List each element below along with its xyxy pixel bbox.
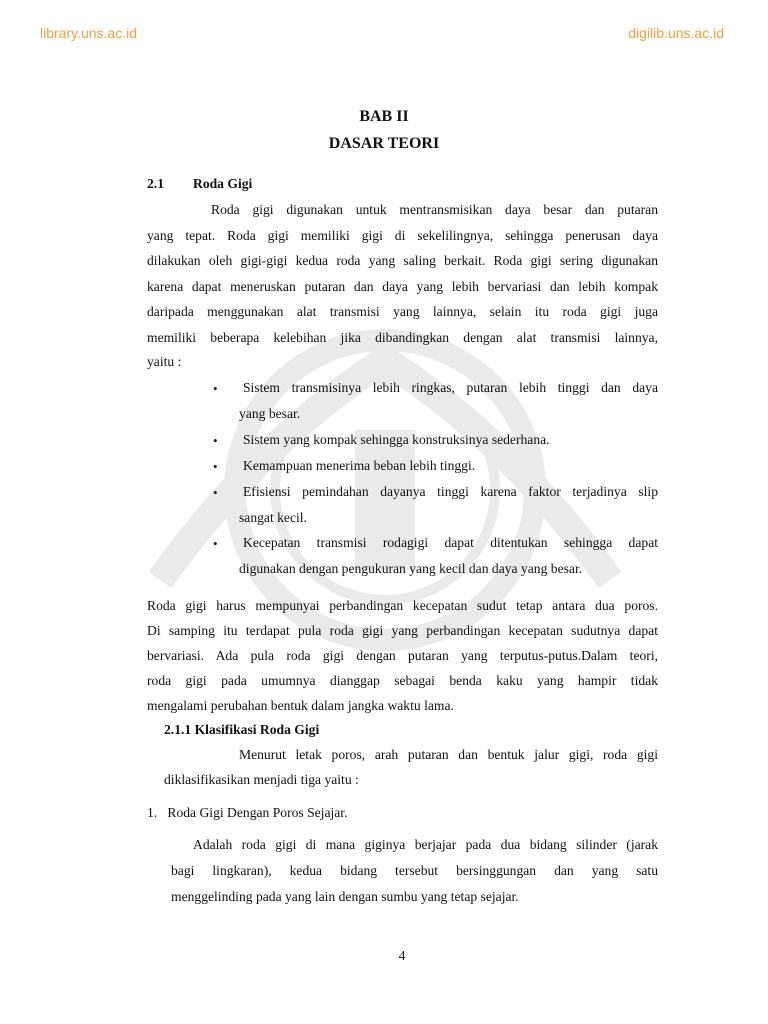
para4-line: bagi lingkaran), kedua bidang tersebut bersinggungan dan yang satu [171,863,658,878]
bullet-icon: • [213,459,218,474]
page-number: 4 [398,948,406,963]
para3-line: diklasifikasikan menjadi tiga yaitu : [164,772,359,787]
para1-line: dilakukan oleh gigi-gigi kedua roda yang saling berkait. Roda gigi sering digunakan [147,253,658,268]
header-right-link[interactable]: digilib.uns.ac.id [628,25,724,41]
para1-line: daripada menggunakan alat transmisi yang lainnya, selain itu roda gigi juga [147,304,658,319]
para1-line: memiliki beberapa kelebihan jika dibandingkan dengan alat transmisi lainnya, [147,330,658,345]
para3-line: Menurut letak poros, arah putaran dan bentuk jalur gigi, roda gigi [239,747,658,762]
bullet-text: Kecepatan transmisi rodagigi dapat ditentukan sehingga dapat [243,535,658,550]
bullet-text: Efisiensi pemindahan dayanya tinggi karena faktor terjadinya slip [243,484,658,499]
bullet-icon: • [213,381,218,396]
header-left-link[interactable]: library.uns.ac.id [40,25,138,41]
section-number: 2.1 [147,176,164,191]
bullet-text: Kemampuan menerima beban lebih tinggi. [243,458,476,473]
bullet-icon: • [213,433,218,448]
bullet-text: Sistem yang kompak sehingga konstruksinya sederhana. [243,432,550,447]
para4-line: menggelinding pada yang lain dengan sumbu yang tetap sejajar. [171,889,519,904]
bullet-icon: • [213,536,218,551]
section-title: Roda Gigi [193,176,253,191]
para2-line: Di samping itu terdapat pula roda gigi yang perbandingan kecepatan sudutnya dapat [147,623,658,638]
para2-line: Roda gigi harus mempunyai perbandingan kecepatan sudut tetap antara dua poros. [147,598,658,613]
para4-line: Adalah roda gigi di mana giginya berjajar pada dua bidang silinder (jarak [193,837,658,852]
para1-line: yang tepat. Roda gigi memiliki gigi di sekelilingnya, sehingga penerusan daya [147,228,658,243]
bullet-text: digunakan dengan pengukuran yang kecil dan daya yang besar. [239,561,583,576]
para1-line: Roda gigi digunakan untuk mentransmisikan daya besar dan putaran [211,202,658,217]
para1-line: yaitu : [147,354,182,369]
list-item-1: 1. Roda Gigi Dengan Poros Sejajar. [147,805,348,820]
bullet-text: Sistem transmisinya lebih ringkas, putaran lebih tinggi dan daya [243,380,658,395]
para2-line: mengalami perubahan bentuk dalam jangka waktu lama. [147,698,454,713]
bullet-text: yang besar. [239,406,301,421]
bullet-text: sangat kecil. [239,510,307,525]
para2-line: roda gigi pada umumnya dianggap sebagai benda kaku yang hampir tidak [147,673,658,688]
para1-line: karena dapat meneruskan putaran dan daya yang lebih bervariasi dan lebih kompak [147,279,658,294]
subsection-title: 2.1.1 Klasifikasi Roda Gigi [164,722,320,737]
chapter-number: BAB II [359,108,409,125]
chapter-title: DASAR TEORI [328,135,440,152]
bullet-icon: • [213,485,218,500]
para2-line: bervariasi. Ada pula roda gigi dengan putaran yang terputus-putus.Dalam teori, [147,648,658,663]
